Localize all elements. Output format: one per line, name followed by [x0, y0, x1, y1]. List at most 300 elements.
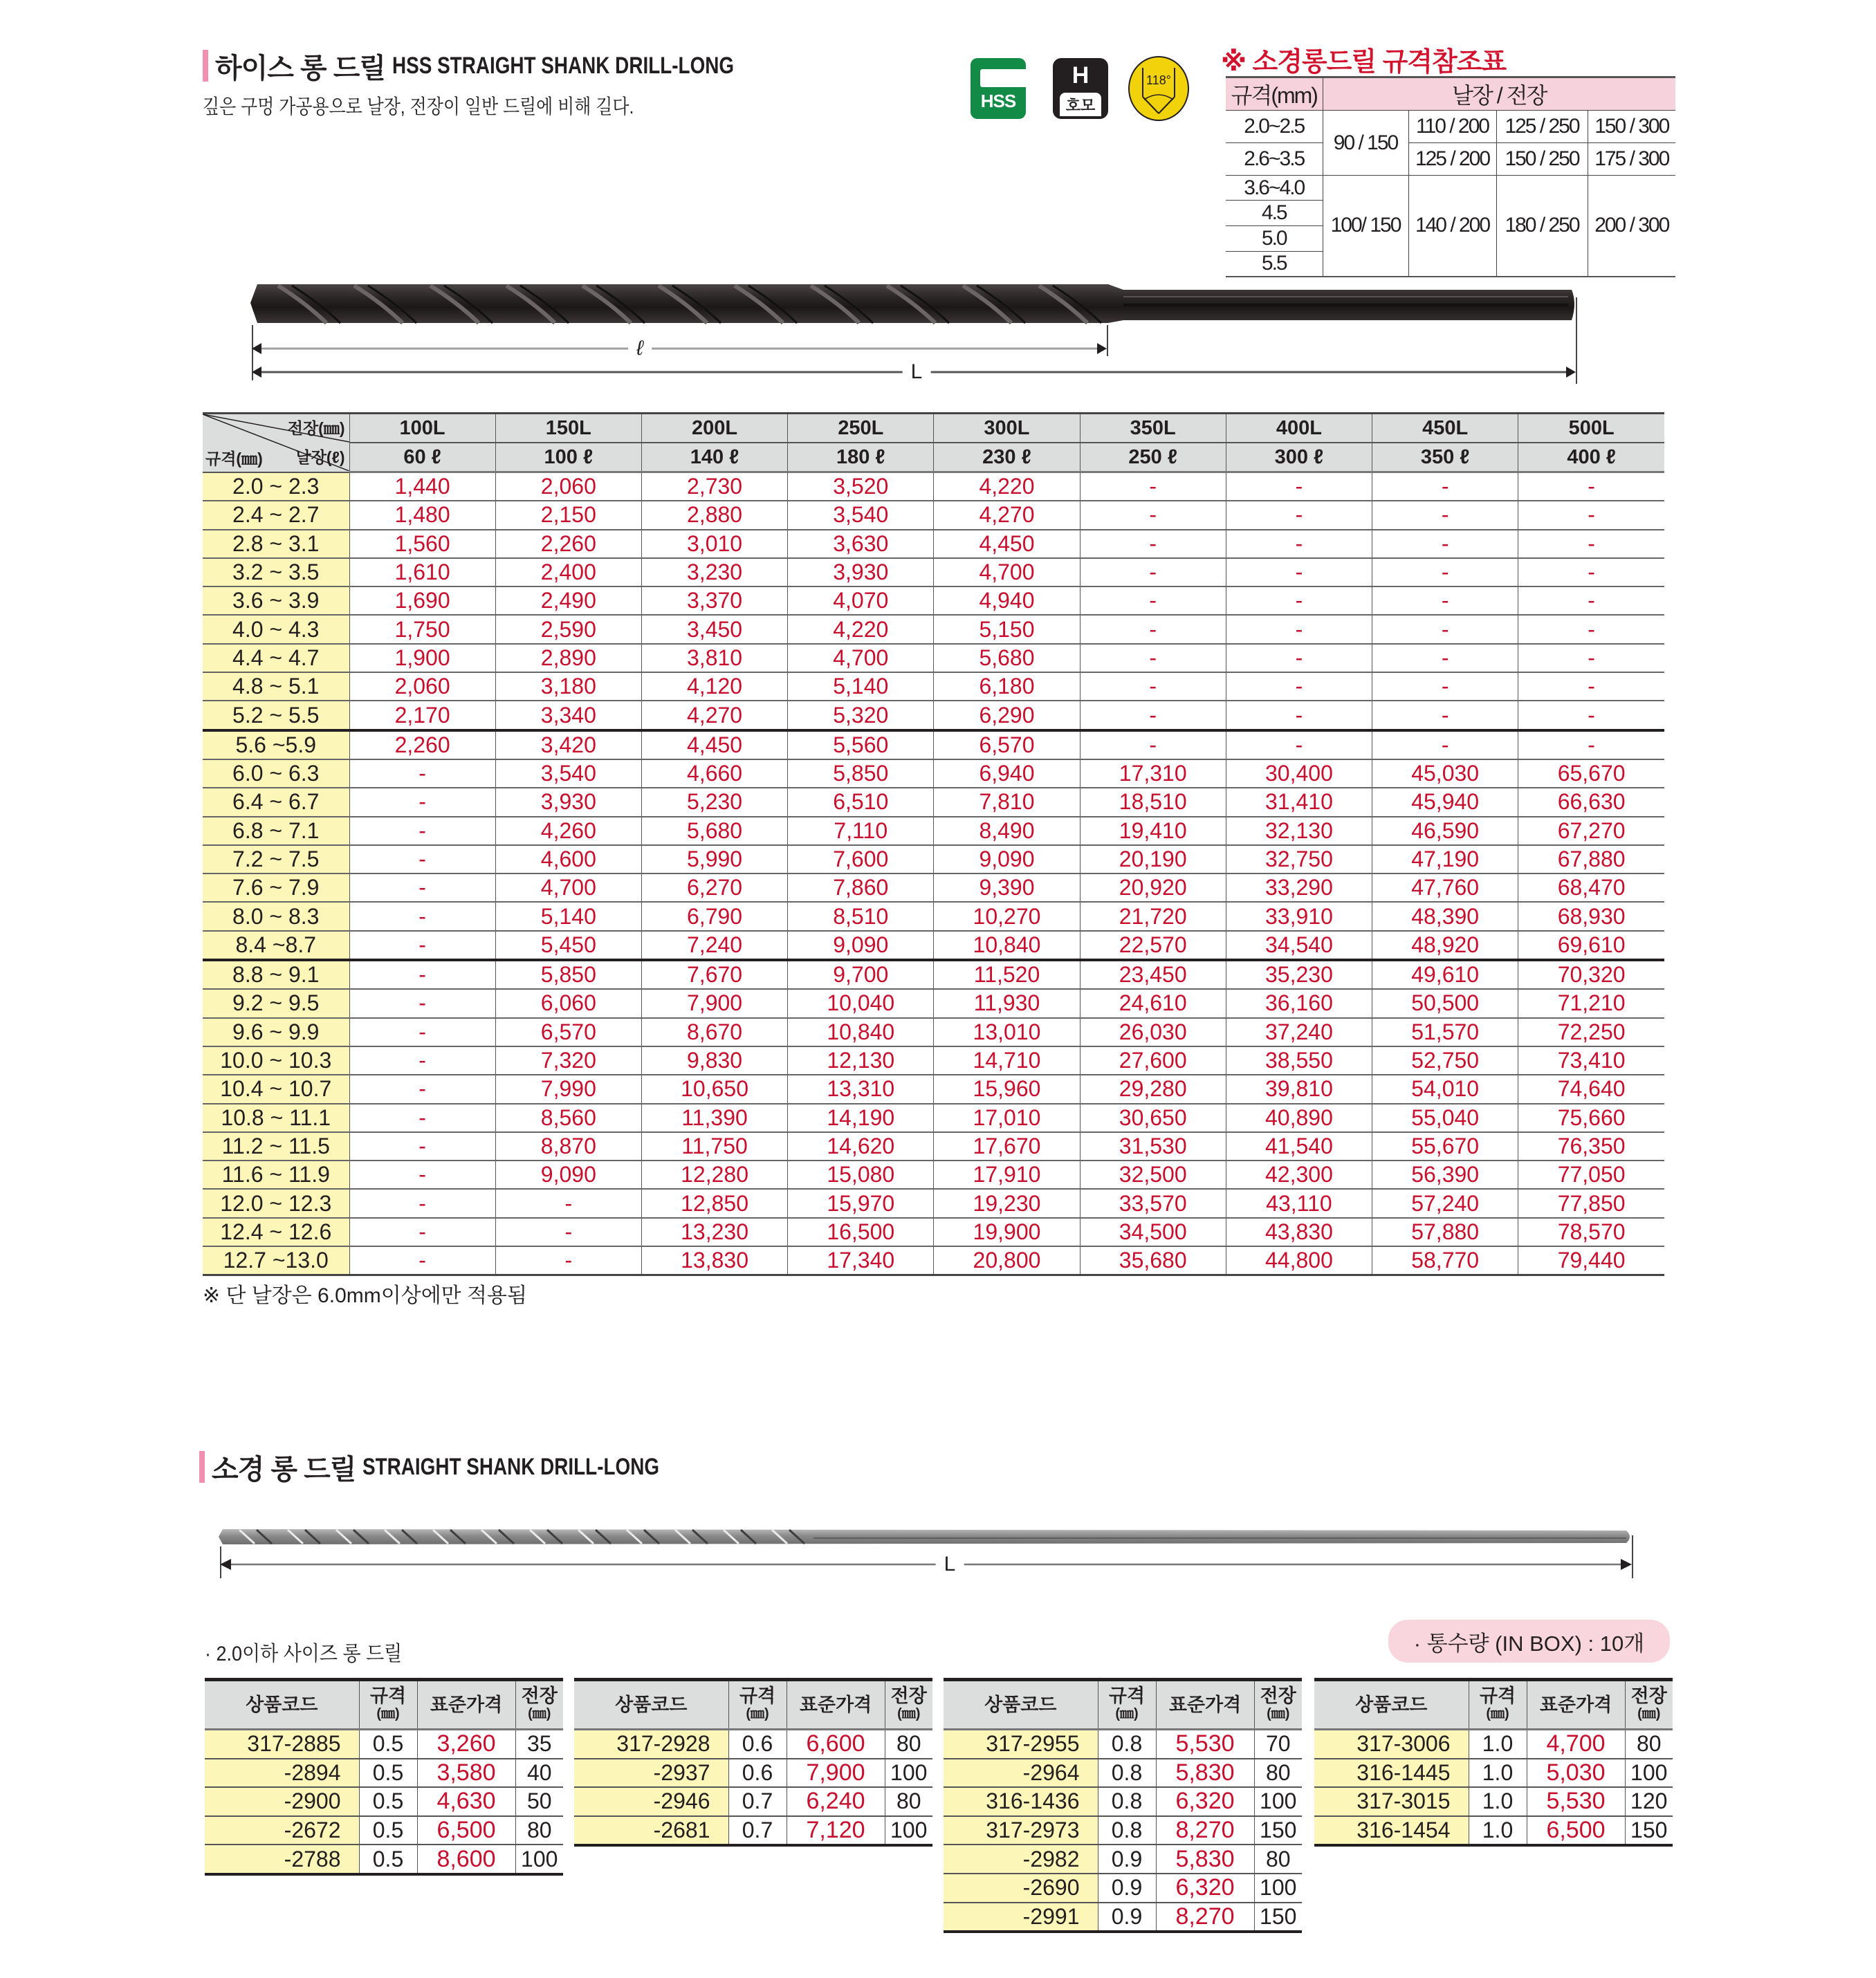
price-cell: 5,030	[1527, 1759, 1625, 1788]
price-cell: 17,910	[934, 1161, 1080, 1189]
length-cell: 80	[1625, 1730, 1673, 1759]
price-cell: 43,830	[1226, 1218, 1372, 1246]
table-row	[574, 1730, 932, 1759]
price-cell: -	[1226, 644, 1372, 672]
product-code-header: 상품코드	[944, 1680, 1098, 1730]
price-cell: 33,290	[1226, 874, 1372, 902]
price-cell: 4,070	[788, 586, 934, 615]
price-cell: 39,810	[1226, 1075, 1372, 1103]
price-cell: 57,880	[1372, 1218, 1518, 1246]
price-cell: 8,870	[495, 1132, 641, 1161]
price-cell: -	[1226, 558, 1372, 586]
size-cell: 0.5	[359, 1759, 417, 1788]
price-cell: -	[1518, 644, 1664, 672]
price-cell: 15,080	[788, 1161, 934, 1189]
product-code-cell: -2690	[944, 1874, 1098, 1903]
length-cell: 35	[515, 1730, 563, 1759]
length-header: 전장 (㎜)	[1625, 1680, 1673, 1730]
price-cell: 4,630	[417, 1787, 515, 1816]
size-cell: 10.8 ~ 11.1	[203, 1104, 349, 1132]
price-cell: 65,670	[1518, 759, 1664, 788]
size-cell: 1.0	[1469, 1730, 1527, 1759]
price-cell: -	[1080, 530, 1226, 558]
size-cell: 2.0 ~ 2.3	[203, 472, 349, 501]
table-row	[203, 989, 1664, 1017]
price-cell: -	[1518, 558, 1664, 586]
hss-material-icon: HSS	[971, 58, 1026, 119]
table-row	[203, 730, 1664, 759]
price-cell: 9,090	[495, 1161, 641, 1189]
size-cell: 0.8	[1098, 1816, 1156, 1845]
svg-text:118°: 118°	[1146, 73, 1171, 87]
table-row	[203, 501, 1664, 529]
length-cell: 100	[1254, 1874, 1302, 1903]
size-header: 규격 (㎜)	[1469, 1680, 1527, 1730]
price-cell: 77,850	[1518, 1189, 1664, 1217]
price-cell: 4,120	[641, 672, 787, 701]
price-cell: 8,670	[641, 1018, 787, 1046]
table-row	[203, 472, 1664, 501]
product-code-cell: -2937	[574, 1759, 728, 1788]
size-cell: 0.5	[359, 1787, 417, 1816]
price-cell: -	[1080, 615, 1226, 643]
price-cell: 49,610	[1372, 960, 1518, 989]
price-cell: 34,540	[1226, 931, 1372, 960]
price-cell: 12,850	[641, 1189, 787, 1217]
product-code-cell: 317-3006	[1314, 1730, 1469, 1759]
price-cell: 5,680	[934, 644, 1080, 672]
price-cell: 4,660	[641, 759, 787, 788]
price-cell: 76,350	[1518, 1132, 1664, 1161]
price-cell: 6,270	[641, 874, 787, 902]
price-cell: 10,040	[788, 989, 934, 1017]
product-code-cell: 317-2928	[574, 1730, 728, 1759]
product-code-header: 상품코드	[1314, 1680, 1469, 1730]
product-code-cell: 317-2973	[944, 1816, 1098, 1845]
price-cell: 3,340	[495, 701, 641, 730]
price-cell: -	[1080, 558, 1226, 586]
title-accent-bar	[203, 50, 208, 82]
price-cell: 2,260	[495, 530, 641, 558]
length-cell: 50	[515, 1787, 563, 1816]
price-cell: 4,450	[641, 730, 787, 759]
price-cell: -	[349, 759, 495, 788]
price-cell: -	[1372, 701, 1518, 730]
price-cell: 24,610	[1080, 989, 1226, 1017]
table-row	[203, 845, 1664, 874]
title-english: HSS STRAIGHT SHANK DRILL-LONG	[392, 52, 735, 79]
product-code-cell: -2982	[944, 1845, 1098, 1874]
reference-table-title: ※ 소경롱드릴 규격참조표	[1221, 48, 1507, 77]
price-cell: -	[1372, 672, 1518, 701]
price-cell: 5,850	[495, 960, 641, 989]
size-cell: 0.5	[359, 1845, 417, 1874]
table-row	[944, 1845, 1302, 1874]
price-cell: 6,240	[787, 1787, 885, 1816]
small-long-drill-image	[219, 1527, 1633, 1546]
table-row	[205, 1759, 563, 1788]
price-cell: 17,340	[788, 1246, 934, 1275]
price-cell: -	[1372, 530, 1518, 558]
product-code-cell: 317-2955	[944, 1730, 1098, 1759]
price-cell: 56,390	[1372, 1161, 1518, 1189]
price-cell: 4,700	[934, 558, 1080, 586]
size-cell: 3.6 ~ 3.9	[203, 586, 349, 615]
price-cell: 2,400	[495, 558, 641, 586]
length-cell: 80	[885, 1730, 932, 1759]
size-cell: 10.4 ~ 10.7	[203, 1075, 349, 1103]
hss-long-drill-price-table	[203, 412, 1664, 1276]
size-cell: 4.0 ~ 4.3	[203, 615, 349, 643]
table-row	[205, 1845, 563, 1874]
length-cell: 100	[885, 1816, 932, 1846]
price-cell: 3,260	[417, 1730, 515, 1759]
size-cell: 10.0 ~ 10.3	[203, 1046, 349, 1075]
column-header-total: 250L	[788, 414, 934, 443]
length-cell: 100	[1254, 1787, 1302, 1816]
small-drill-table-1	[205, 1678, 563, 1876]
price-cell: -	[349, 874, 495, 902]
size-cell: 6.4 ~ 6.7	[203, 788, 349, 816]
price-cell: 47,190	[1372, 845, 1518, 874]
price-cell: -	[1080, 472, 1226, 501]
price-cell: -	[1518, 615, 1664, 643]
price-cell: 3,540	[495, 759, 641, 788]
column-header-flute: 180 ℓ	[788, 443, 934, 472]
dimension-arrow	[220, 1558, 1635, 1573]
price-cell: 9,700	[788, 960, 934, 989]
price-cell: 7,670	[641, 960, 787, 989]
column-header-flute: 300 ℓ	[1226, 443, 1372, 472]
price-cell: 10,650	[641, 1075, 787, 1103]
price-cell: 2,260	[349, 730, 495, 759]
price-cell: 44,800	[1226, 1246, 1372, 1275]
table-row	[203, 701, 1664, 730]
price-cell: 14,620	[788, 1132, 934, 1161]
table-row	[203, 931, 1664, 960]
price-cell: -	[1080, 501, 1226, 529]
price-cell: 21,720	[1080, 902, 1226, 930]
price-cell: 13,830	[641, 1246, 787, 1275]
price-cell: -	[349, 989, 495, 1017]
price-cell: 68,930	[1518, 902, 1664, 930]
size-cell: 2.4 ~ 2.7	[203, 501, 349, 529]
price-cell: 12,130	[788, 1046, 934, 1075]
price-cell: 6,500	[1527, 1816, 1625, 1846]
price-cell: 1,750	[349, 615, 495, 643]
price-cell: 70,320	[1518, 960, 1664, 989]
table-header-row	[574, 1680, 932, 1730]
price-cell: 35,680	[1080, 1246, 1226, 1275]
column-header-flute: 400 ℓ	[1518, 443, 1664, 472]
column-header-total: 450L	[1372, 414, 1518, 443]
price-cell: -	[1372, 472, 1518, 501]
price-cell: 7,990	[495, 1075, 641, 1103]
price-cell: 2,490	[495, 586, 641, 615]
price-cell: 11,390	[641, 1104, 787, 1132]
price-cell: 75,660	[1518, 1104, 1664, 1132]
price-cell: 9,090	[788, 931, 934, 960]
table-row	[944, 1730, 1302, 1759]
table-row	[1314, 1816, 1673, 1846]
price-cell: -	[349, 902, 495, 930]
product-code-cell: 317-2885	[205, 1730, 359, 1759]
price-cell: 6,510	[788, 788, 934, 816]
price-cell: 1,560	[349, 530, 495, 558]
price-cell: 22,570	[1080, 931, 1226, 960]
column-header-flute: 100 ℓ	[495, 443, 641, 472]
column-header-total: 400L	[1226, 414, 1372, 443]
small-drill-table-3	[944, 1678, 1302, 1933]
product-code-cell: 317-3015	[1314, 1787, 1469, 1816]
price-cell: 5,450	[495, 931, 641, 960]
price-cell: 29,280	[1080, 1075, 1226, 1103]
column-header-flute: 350 ℓ	[1372, 443, 1518, 472]
price-cell: 31,530	[1080, 1132, 1226, 1161]
price-cell: 5,830	[1156, 1759, 1254, 1788]
table-row	[205, 1816, 563, 1845]
column-header-total: 500L	[1518, 414, 1664, 443]
price-cell: 5,140	[495, 902, 641, 930]
price-cell: 38,550	[1226, 1046, 1372, 1075]
price-cell: 27,600	[1080, 1046, 1226, 1075]
table-row	[203, 960, 1664, 989]
price-table-body	[203, 472, 1664, 1275]
price-cell: 8,510	[788, 902, 934, 930]
price-cell: 1,480	[349, 501, 495, 529]
reference-table: 규격(mm) 날장 / 전장 2.0~2.5 90 / 150 110 / 200 125 / 250 150 / 300 2.6~3.5 125 / 200 150 / 250 175 / 300 3.6~4.0 100/ 150 140 / 200 180 / 250 200 / 300 4.5 5.0 5.5	[1226, 76, 1675, 277]
price-cell: 35,230	[1226, 960, 1372, 989]
table-row	[944, 1759, 1302, 1788]
table-row	[944, 1903, 1302, 1932]
length-header: 전장 (㎜)	[885, 1680, 932, 1730]
price-cell: -	[1080, 672, 1226, 701]
price-cell: 4,600	[495, 845, 641, 874]
ref-header-length: 날장 / 전장	[1323, 77, 1675, 111]
section-title-hss-long-drill	[203, 50, 809, 82]
standard-price-header: 표준가격	[1527, 1680, 1625, 1730]
length-cell: 100	[1625, 1759, 1673, 1788]
price-cell: 3,630	[788, 530, 934, 558]
price-cell: 13,310	[788, 1075, 934, 1103]
price-cell: -	[1372, 615, 1518, 643]
price-cell: 18,510	[1080, 788, 1226, 816]
table-row	[203, 644, 1664, 672]
price-cell: -	[349, 931, 495, 960]
price-cell: 43,110	[1226, 1189, 1372, 1217]
price-cell: 69,610	[1518, 931, 1664, 960]
price-cell: 1,440	[349, 472, 495, 501]
table-row	[203, 817, 1664, 845]
length-cell: 100	[885, 1759, 932, 1788]
price-cell: 7,110	[788, 817, 934, 845]
size-cell: 0.8	[1098, 1730, 1156, 1759]
table-header-row	[944, 1680, 1302, 1730]
price-cell: 5,150	[934, 615, 1080, 643]
price-cell: 30,650	[1080, 1104, 1226, 1132]
price-cell: -	[349, 845, 495, 874]
price-cell: 20,920	[1080, 874, 1226, 902]
table-row	[205, 1730, 563, 1759]
price-cell: -	[1080, 644, 1226, 672]
price-cell: 2,060	[495, 472, 641, 501]
price-cell: 66,630	[1518, 788, 1664, 816]
size-cell: 1.0	[1469, 1759, 1527, 1788]
size-cell: 5.2 ~ 5.5	[203, 701, 349, 730]
price-cell: -	[1080, 730, 1226, 759]
size-cell: 6.8 ~ 7.1	[203, 817, 349, 845]
price-cell: 20,800	[934, 1246, 1080, 1275]
price-cell: -	[495, 1246, 641, 1275]
product-code-cell: -2946	[574, 1787, 728, 1816]
table-row	[205, 1787, 563, 1816]
size-cell: 8.0 ~ 8.3	[203, 902, 349, 930]
price-cell: 6,500	[417, 1816, 515, 1845]
product-code-cell: -2991	[944, 1903, 1098, 1932]
price-cell: 19,410	[1080, 817, 1226, 845]
price-cell: 48,920	[1372, 931, 1518, 960]
product-code-header: 상품코드	[205, 1680, 359, 1730]
price-cell: 32,750	[1226, 845, 1372, 874]
size-cell: 0.7	[728, 1787, 787, 1816]
price-cell: 17,670	[934, 1132, 1080, 1161]
price-cell: 6,320	[1156, 1787, 1254, 1816]
column-header-total: 300L	[934, 414, 1080, 443]
price-cell: 3,580	[417, 1759, 515, 1788]
size-cell: 12.7 ~13.0	[203, 1246, 349, 1275]
size-cell: 4.8 ~ 5.1	[203, 672, 349, 701]
price-cell: 3,520	[788, 472, 934, 501]
product-code-cell: 316-1436	[944, 1787, 1098, 1816]
length-cell: 120	[1625, 1787, 1673, 1816]
price-cell: 57,240	[1372, 1189, 1518, 1217]
price-cell: 13,010	[934, 1018, 1080, 1046]
price-cell: -	[349, 788, 495, 816]
size-cell: 0.8	[1098, 1787, 1156, 1816]
price-cell: 1,900	[349, 644, 495, 672]
table-row	[1314, 1730, 1673, 1759]
price-cell: 10,270	[934, 902, 1080, 930]
price-cell: 45,030	[1372, 759, 1518, 788]
overall-length-label: L	[936, 1553, 964, 1576]
table-header-row	[205, 1680, 563, 1730]
price-cell: 14,710	[934, 1046, 1080, 1075]
price-cell: -	[1226, 701, 1372, 730]
price-cell: 4,260	[495, 817, 641, 845]
price-cell: -	[349, 1075, 495, 1103]
table-row	[1314, 1787, 1673, 1816]
price-cell: 78,570	[1518, 1218, 1664, 1246]
size-header: 규격 (㎜)	[359, 1680, 417, 1730]
price-cell: 1,690	[349, 586, 495, 615]
column-header-total: 100L	[349, 414, 495, 443]
price-cell: 5,560	[788, 730, 934, 759]
length-header: 전장 (㎜)	[515, 1680, 563, 1730]
size-cell: 0.6	[728, 1759, 787, 1788]
price-cell: -	[349, 960, 495, 989]
price-cell: 4,700	[788, 644, 934, 672]
price-cell: 5,320	[788, 701, 934, 730]
price-cell: 3,370	[641, 586, 787, 615]
table-row	[944, 1816, 1302, 1845]
price-cell: 7,240	[641, 931, 787, 960]
price-cell: -	[1226, 586, 1372, 615]
size-cell: 1.0	[1469, 1787, 1527, 1816]
price-cell: 5,140	[788, 672, 934, 701]
price-cell: 79,440	[1518, 1246, 1664, 1275]
price-cell: 54,010	[1372, 1075, 1518, 1103]
price-cell: 42,300	[1226, 1161, 1372, 1189]
standard-price-header: 표준가격	[1156, 1680, 1254, 1730]
price-cell: -	[1226, 501, 1372, 529]
size-cell: 0.8	[1098, 1759, 1156, 1788]
length-cell: 150	[1625, 1816, 1673, 1846]
product-code-cell: -2964	[944, 1759, 1098, 1788]
column-header-flute: 230 ℓ	[934, 443, 1080, 472]
column-header-total: 200L	[641, 414, 787, 443]
price-cell: 23,450	[1080, 960, 1226, 989]
price-cell: 3,230	[641, 558, 787, 586]
price-cell: 6,600	[787, 1730, 885, 1759]
size-range-label: · 2.0이하 사이즈 롱 드릴	[205, 1643, 403, 1665]
size-cell: 7.2 ~ 7.5	[203, 845, 349, 874]
price-cell: 51,570	[1372, 1018, 1518, 1046]
column-header-flute: 140 ℓ	[641, 443, 787, 472]
table-row	[944, 1787, 1302, 1816]
length-cell: 70	[1254, 1730, 1302, 1759]
price-cell: 50,500	[1372, 989, 1518, 1017]
price-cell: -	[1518, 586, 1664, 615]
size-cell: 0.9	[1098, 1874, 1156, 1903]
product-code-cell: -2894	[205, 1759, 359, 1788]
length-cell: 40	[515, 1759, 563, 1788]
size-cell: 6.0 ~ 6.3	[203, 759, 349, 788]
length-cell: 80	[515, 1816, 563, 1845]
price-cell: 5,680	[641, 817, 787, 845]
price-cell: -	[495, 1218, 641, 1246]
price-cell: 71,210	[1518, 989, 1664, 1017]
price-cell: 6,790	[641, 902, 787, 930]
column-header-flute: 60 ℓ	[349, 443, 495, 472]
size-cell: 2.8 ~ 3.1	[203, 530, 349, 558]
price-cell: 32,500	[1080, 1161, 1226, 1189]
table-row	[203, 874, 1664, 902]
price-cell: 6,180	[934, 672, 1080, 701]
length-cell: 100	[515, 1845, 563, 1874]
size-cell: 0.5	[359, 1816, 417, 1845]
price-cell: -	[1518, 701, 1664, 730]
price-cell: 5,850	[788, 759, 934, 788]
price-cell: -	[1226, 730, 1372, 759]
price-cell: 5,990	[641, 845, 787, 874]
price-cell: 2,590	[495, 615, 641, 643]
price-cell: 15,960	[934, 1075, 1080, 1103]
table-row	[203, 530, 1664, 558]
column-header-total: 350L	[1080, 414, 1226, 443]
small-drill-table-4	[1314, 1678, 1673, 1847]
size-cell: 5.6 ~5.9	[203, 730, 349, 759]
price-cell: -	[1372, 730, 1518, 759]
size-cell: 8.8 ~ 9.1	[203, 960, 349, 989]
price-cell: 4,940	[934, 586, 1080, 615]
price-cell: 34,500	[1080, 1218, 1226, 1246]
table-row	[944, 1874, 1302, 1903]
price-cell: -	[349, 817, 495, 845]
price-cell: 16,500	[788, 1218, 934, 1246]
price-cell: 32,130	[1226, 817, 1372, 845]
price-cell: 7,600	[788, 845, 934, 874]
price-cell: -	[349, 1046, 495, 1075]
